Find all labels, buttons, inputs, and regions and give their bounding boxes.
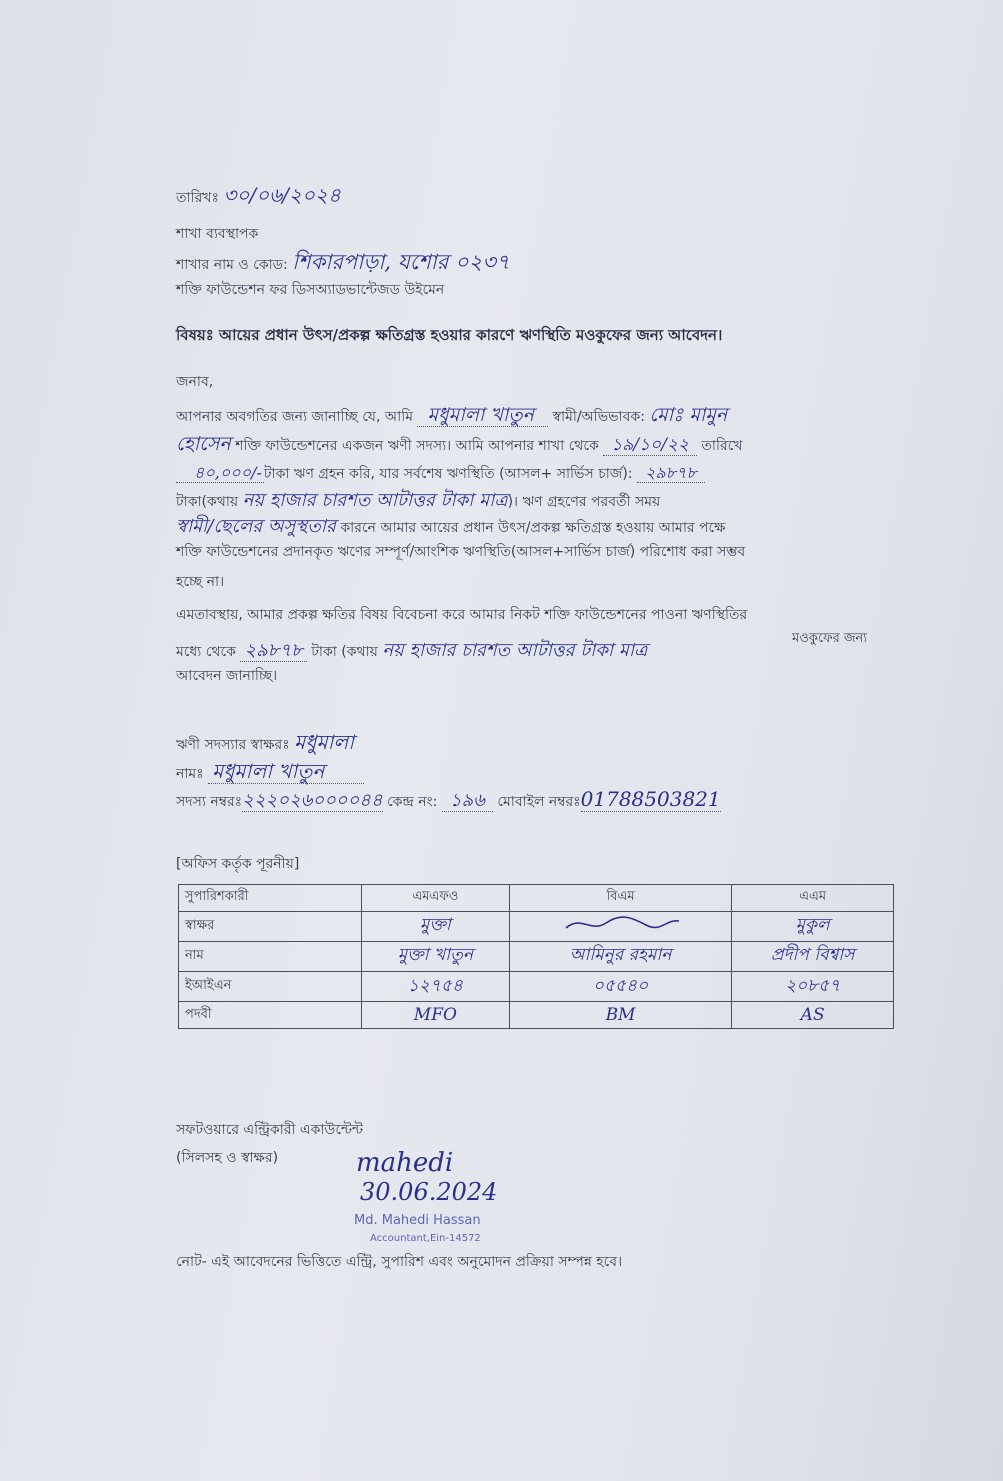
guardian-name-end: হোসেন (176, 433, 231, 455)
branch-value: শিকারপাড়া, যশোর ০২৩৭ (292, 250, 510, 274)
signature-cell: মুকুল (732, 911, 894, 941)
bm-signature-scribble (561, 913, 681, 935)
body-line-9 (176, 636, 647, 667)
ein-cell: ০৫৫৪০ (509, 971, 732, 1001)
ein-cell: ১২৭৫৪ (362, 971, 510, 1001)
loan-date: ১৯/১০/২২ (603, 435, 697, 456)
waiver-in-words: নয় হাজার চারশত আটাত্তর টাকা মাত্র (382, 640, 648, 661)
accountant-label: সফটওয়ারে এন্ট্রিকারী একাউন্টেন্ট (176, 1122, 363, 1138)
body-text: টাকা (কথায় (311, 644, 378, 660)
table-row (179, 941, 894, 971)
salutation: জনাব, (176, 374, 214, 390)
designation-cell: BM (509, 1002, 732, 1029)
member-name: মধুমালা খাতুন (208, 759, 364, 784)
ein-cell: ২০৮৫৭ (732, 971, 894, 1001)
office-title: [অফিস কর্তৃক পূরনীয়] (176, 856, 300, 872)
accountant-stamp-title: Accountant,Ein-14572 (370, 1233, 481, 1244)
member-name-label: নামঃ (176, 766, 204, 782)
table-row (179, 911, 894, 941)
signature-cell (509, 911, 732, 941)
applicant-name: মধুমালা খাতুন (417, 404, 548, 427)
damage-reason: স্বামী/ছেলের অসুস্থতার (176, 516, 336, 537)
date-line (176, 181, 341, 214)
member-id-line (176, 786, 721, 817)
loan-amount: ৪০,০০০/- (176, 463, 264, 483)
body-line-1 (176, 401, 727, 433)
name-cell: মুক্তা খাতুন (362, 941, 510, 971)
table-header-row (179, 885, 894, 912)
header-cell: বিএম (509, 885, 732, 912)
body-text: স্বামী/অভিভাবক: (552, 409, 645, 425)
waiver-amount: ২৯৮৭৮ (240, 640, 306, 662)
body-text: টাকা(কথায় (176, 494, 239, 510)
accountant-signature-date: 30.06.2024 (360, 1178, 498, 1206)
body-text: কারনে আমার আয়ের প্রধান উৎস/প্রকল্প ক্ষতিগ্রস্ত হওয়ায় আমার পক্ষে (340, 520, 726, 536)
subject-line: বিষয়ঃ আয়ের প্রধান উৎস/প্রকল্প ক্ষতিগ্রস্ত হওয়ার কারণে ঋণস্থিতি মওকুফের জন্য আবেদন। (176, 326, 723, 344)
office-table (178, 884, 894, 1029)
mobile-label: মোবাইল নম্বরঃ (497, 794, 581, 810)
name-cell: প্রদীপ বিশ্বাস (732, 941, 894, 971)
branch-line (176, 246, 510, 281)
designation-cell: MFO (362, 1002, 510, 1029)
accountant-signature: mahedi (356, 1148, 454, 1178)
date-value: ৩০/০৬/২০২৪ (223, 183, 341, 207)
accountant-label-seal: (সিলসহ ও স্বাক্ষর) (176, 1150, 279, 1166)
org-name: শক্তি ফাউন্ডেশন ফর ডিসঅ্যাডভান্টেজড উইমেন (176, 282, 445, 298)
balance-in-words: নয় হাজার চারশত আটাত্তর টাকা মাত্র (242, 490, 508, 511)
body-line-8: এমতাবস্থায়, আমার প্রকল্প ক্ষতির বিষয় বিবেচনা করে আমার নিকট শক্তি ফাউন্ডেশনের পাওনা ঋণস্থিতির (176, 607, 748, 623)
body-line-6: শক্তি ফাউন্ডেশনের প্রদানকৃত ঋণের সম্পূর্ণ/আংশিক ঋণস্থিতি(আসল+সার্ভিস চার্জ) পরিশোধ করা সম্ভব (176, 544, 746, 560)
header-cell: এএম (732, 885, 894, 912)
row-label: ইআইএন (179, 971, 362, 1001)
header-cell: সুপারিশকারী (179, 885, 362, 912)
body-line-7: হচ্ছে না। (176, 574, 225, 590)
member-id: ২২২০২৬০০০০৪৪ (242, 790, 383, 811)
name-cell: আমিনুর রহমান (509, 941, 732, 971)
table-row (179, 1002, 894, 1029)
header-cell: এমএফও (362, 885, 510, 912)
mobile-number: 01788503821 (580, 787, 721, 811)
body-line-2 (176, 430, 742, 462)
table-row (179, 971, 894, 1001)
body-text: শক্তি ফাউন্ডেশনের একজন ঋণী সদস্য। আমি আপনার শাখা থেকে (235, 438, 599, 454)
signature-cell: মুক্তা (362, 911, 510, 941)
date-label: তারিখঃ (176, 190, 219, 206)
branch-label: শাখার নাম ও কোড: (176, 257, 288, 273)
body-text: তারিখে (701, 438, 743, 454)
body-line-5 (176, 512, 726, 543)
row-label: স্বাক্ষর (179, 911, 362, 941)
center-label: কেন্দ্র নং: (387, 794, 438, 810)
body-waiver-label: মওকুফের জন্য (792, 631, 868, 646)
body-text: মধ্যে থেকে (176, 644, 236, 660)
body-line-3 (176, 460, 705, 487)
loan-balance: ২৯৮৭৮ (637, 463, 705, 483)
designation-cell: AS (732, 1002, 894, 1029)
footer-note: নোট- এই আবেদনের ভিত্তিতে এন্ট্রি, সুপারিশ এবং অনুমোদন প্রক্রিয়া সম্পন্ন হবে। (176, 1254, 623, 1270)
body-text: )। ঋণ গ্রহণের পরবর্তী সময় (507, 494, 661, 510)
row-label: পদবী (179, 1002, 362, 1029)
member-id-label: সদস্য নম্বরঃ (176, 794, 243, 810)
row-label: নাম (179, 941, 362, 971)
body-text: আপনার অবগতির জন্য জানাচ্ছি যে, আমি (176, 409, 414, 425)
body-line-10: আবেদন জানাচ্ছি। (176, 668, 278, 684)
member-signature: মধুমালা (294, 730, 355, 754)
member-sig-label: ঋণী সদস্যার স্বাক্ষরঃ (176, 737, 290, 753)
center-number: ১৯৬ (442, 790, 493, 812)
accountant-stamp-name: Md. Mahedi Hassan (354, 1213, 481, 1228)
manager-label: শাখা ব্যবস্থাপক (176, 226, 259, 242)
body-text: টাকা ঋণ গ্রহন করি, যার সর্বশেষ ঋণস্থিতি (আসল+ সার্ভিস চার্জ): (263, 466, 633, 482)
guardian-name-start: মোঃ মামুন (649, 404, 728, 426)
